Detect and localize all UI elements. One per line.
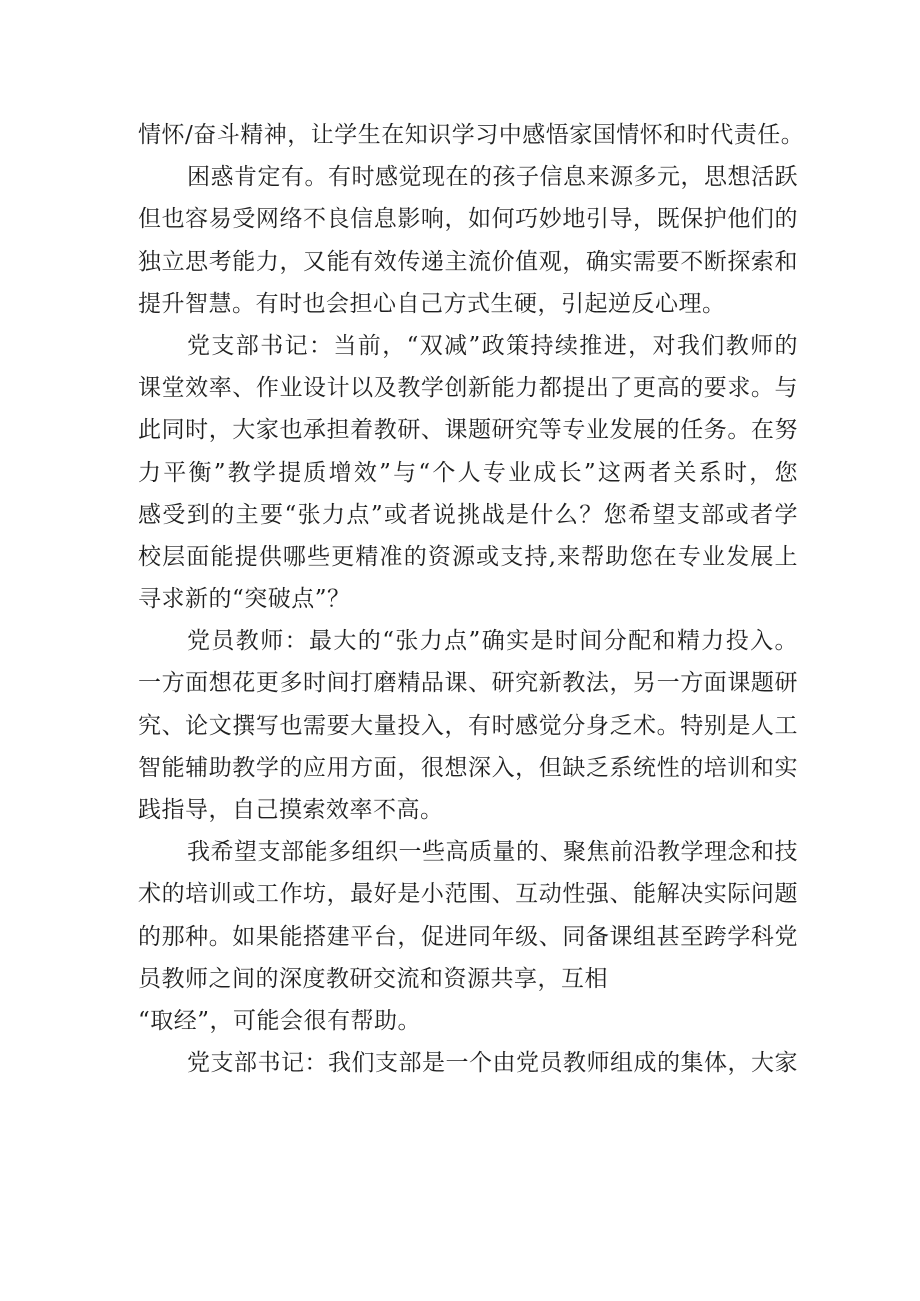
text-line: 课堂效率、作业设计以及教学创新能力都提出了更高的要求。与 — [138, 375, 798, 402]
text-line: 智能辅助教学的应用方面，很想深入，但缺乏系统性的培训和实 — [138, 754, 798, 781]
text-line: 党支部书记：当前，“双减”政策持续推进，对我们教师的 — [187, 332, 798, 359]
text-line: 术的培训或工作坊，最好是小范围、互动性强、能解决实际问题 — [138, 881, 798, 908]
text-line: 校层面能提供哪些更精准的资源或支持,来帮助您在专业发展上 — [138, 543, 798, 570]
text-line: 此同时，大家也承担着教研、课题研究等专业发展的任务。在努 — [138, 417, 798, 444]
text-line: 寻求新的“突破点”？ — [138, 586, 351, 613]
text-line: 独立思考能力，又能有效传递主流价值观，确实需要不断探索和 — [138, 248, 798, 275]
text-line: 践指导，自己摸索效率不高。 — [138, 797, 444, 823]
text-line: 提升智慧。有时也会担心自己方式生硬，引起逆反心理。 — [138, 290, 726, 317]
text-line: 困惑肯定有。有时感觉现在的孩子信息来源多元，思想活跃 — [187, 164, 798, 191]
text-line: “取经”，可能会很有帮助。 — [138, 1007, 422, 1034]
text-line: 员教师之间的深度教研交流和资源共享，互相 — [138, 965, 608, 992]
text-line: 党支部书记：我们支部是一个由党员教师组成的集体，大家 — [187, 1050, 798, 1077]
document-body — [138, 114, 805, 1084]
text-line: 究、论文撰写也需要大量投入，有时感觉分身乏术。特别是人工 — [138, 712, 798, 739]
text-line: 党员教师：最大的“张力点”确实是时间分配和精力投入。 — [187, 628, 798, 655]
text-line: 但也容易受网络不良信息影响，如何巧妙地引导，既保护他们的 — [138, 206, 798, 233]
text-line: 我希望支部能多组织一些高质量的、聚焦前沿教学理念和技 — [187, 839, 798, 866]
text-line: 感受到的主要“张力点”或者说挑战是什么？您希望支部或者学 — [138, 501, 798, 528]
text-line: 力平衡”教学提质增效”与“个人专业成长”这两者关系时，您 — [138, 459, 798, 486]
text-line: 一方面想花更多时间打磨精品课、研究新教法，另一方面课题研 — [138, 670, 798, 697]
text-line: 情怀/奋斗精神，让学生在知识学习中感悟家国情怀和时代责任。 — [138, 122, 805, 148]
text-line: 的那种。如果能搭建平台，促进同年级、同备课组甚至跨学科党 — [138, 923, 798, 950]
